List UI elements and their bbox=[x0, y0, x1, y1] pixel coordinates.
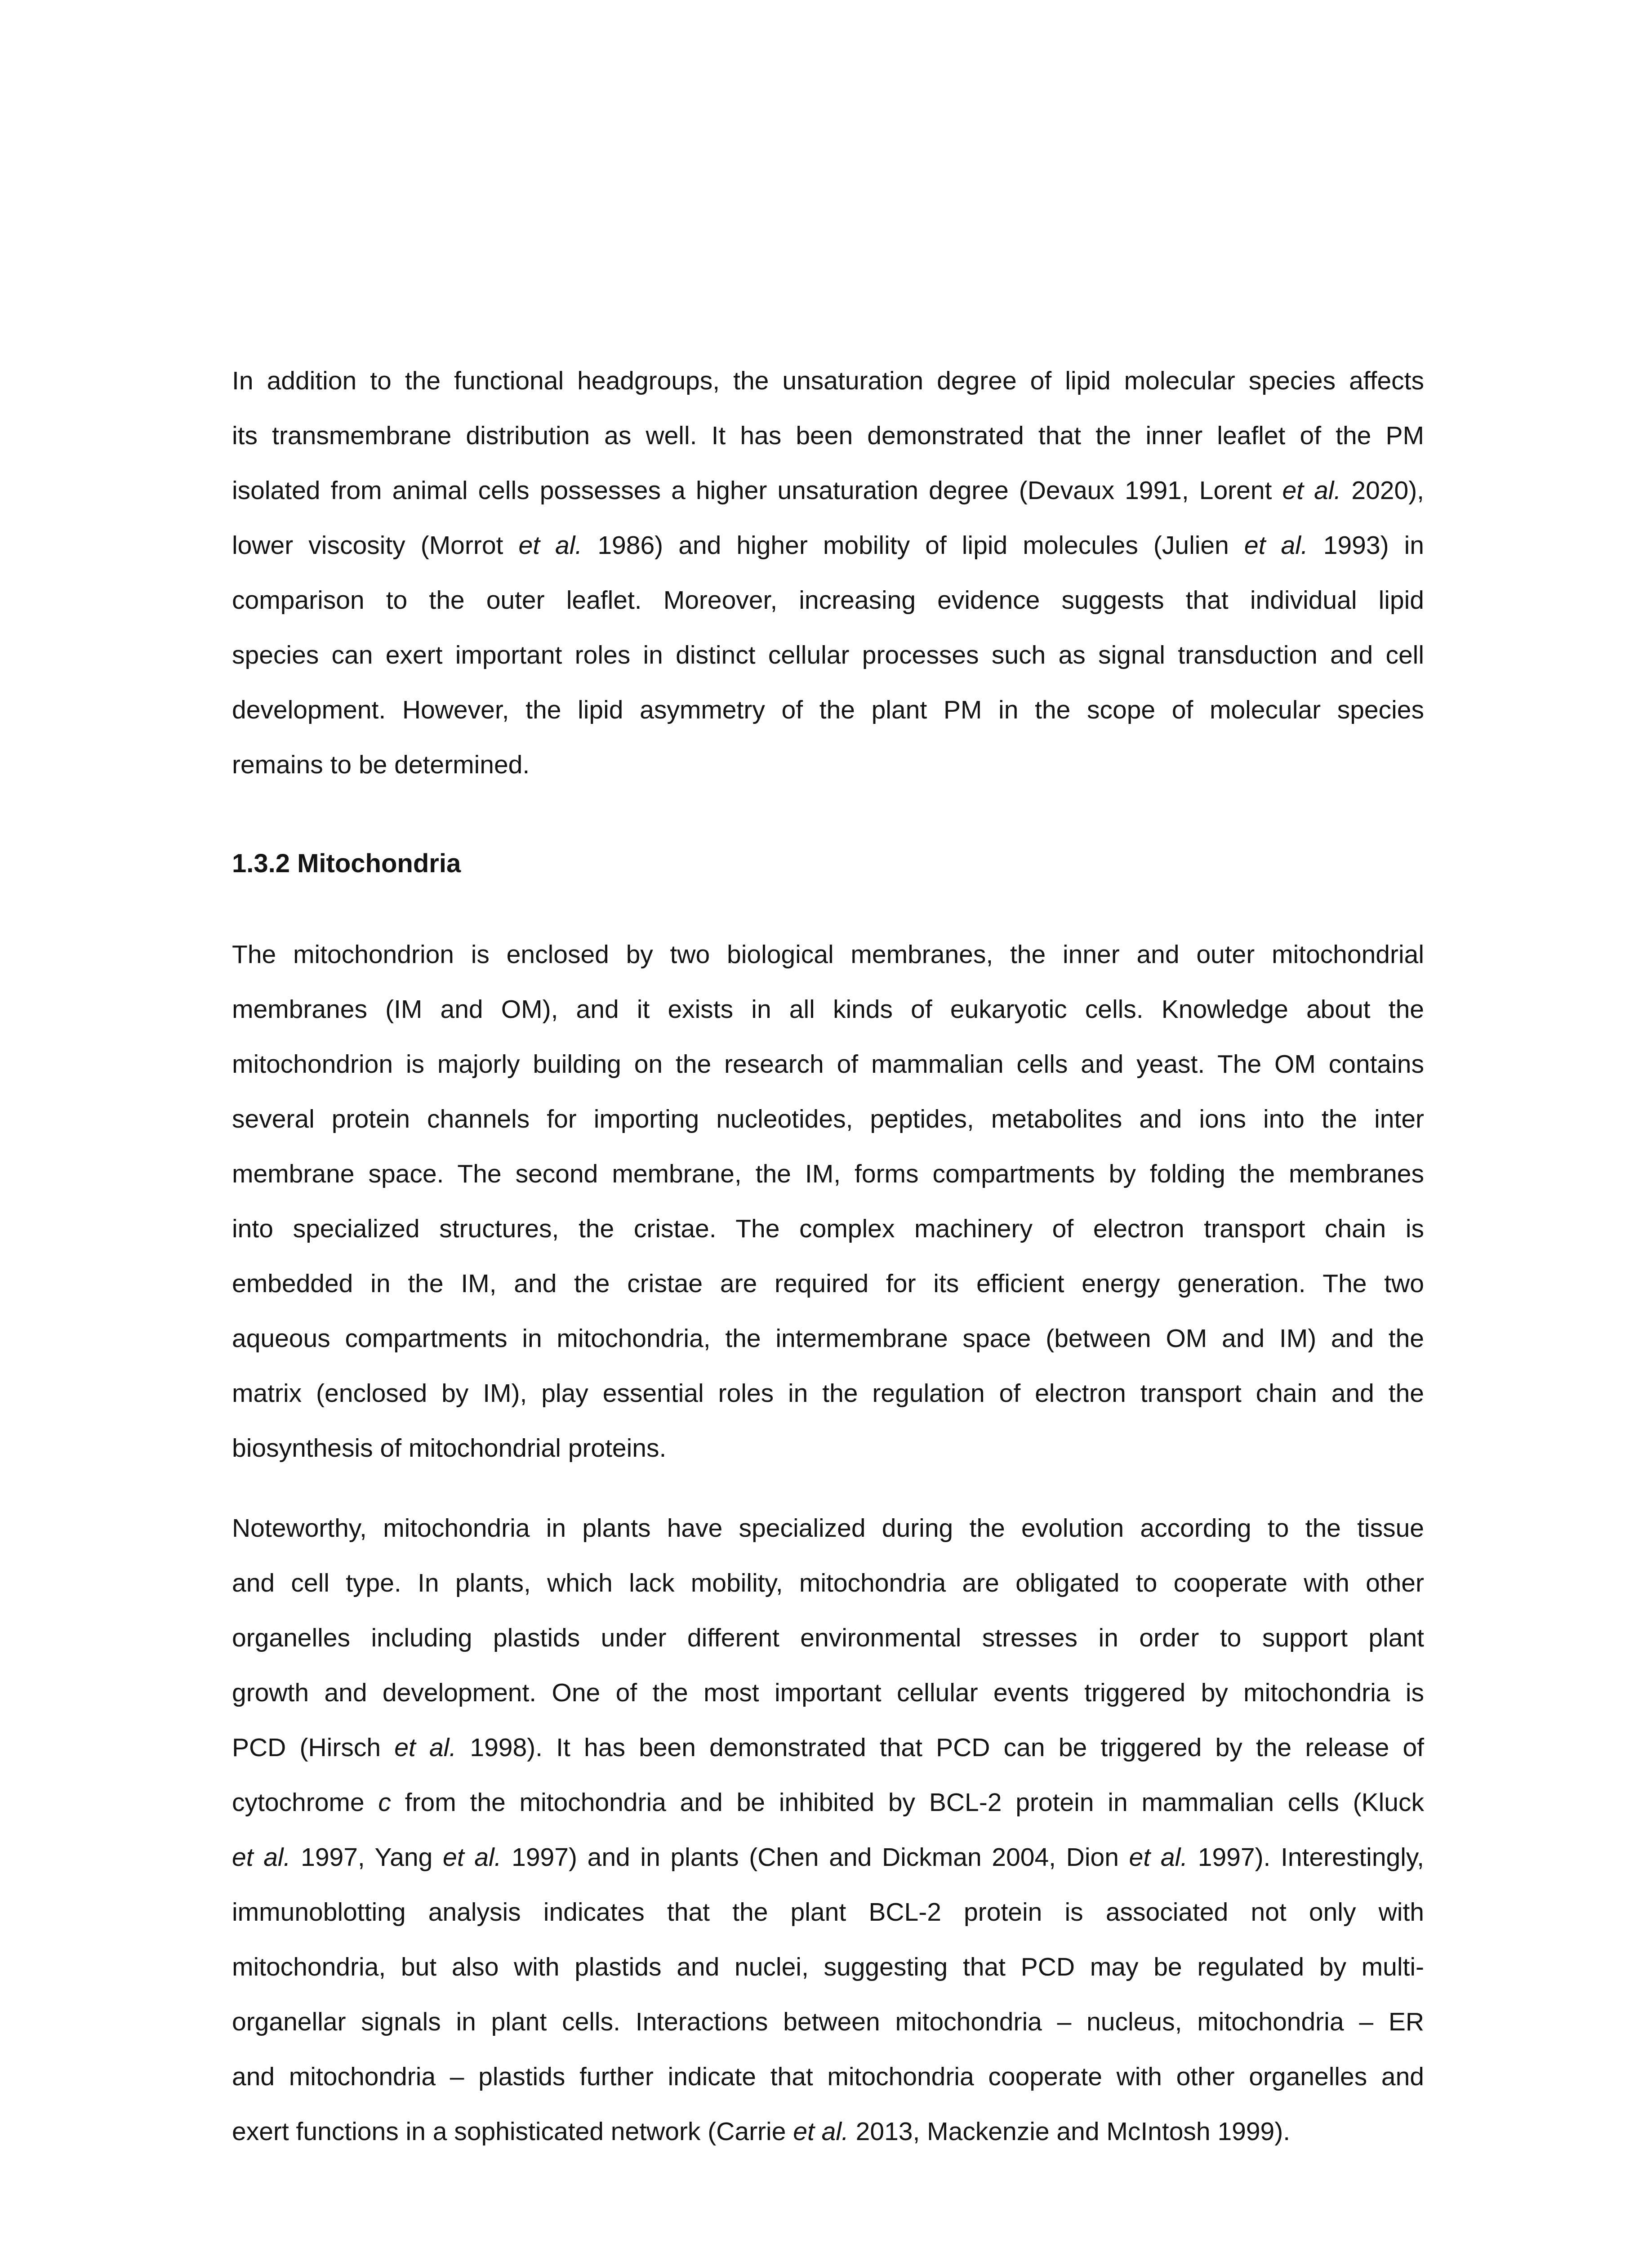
text-line bbox=[232, 353, 1424, 408]
text-segment: 1997). Interestingly, bbox=[1188, 1843, 1425, 1872]
text-segment: embedded in the IM, and the cristae are required for its efficient energy generation. The two bbox=[232, 1269, 1424, 1298]
text-segment: isolated from animal cells possesses a higher unsaturation degree (Devaux 1991, Lorent bbox=[232, 476, 1282, 505]
text-segment: The mitochondrion is enclosed by two biological membranes, the inner and outer mitochondrial bbox=[232, 940, 1424, 969]
text-segment: membranes (IM and OM), and it exists in all kinds of eukaryotic cells. Knowledge about the bbox=[232, 995, 1424, 1024]
text-segment: immunoblotting analysis indicates that the plant BCL-2 protein is associated not only with bbox=[232, 1898, 1424, 1927]
text-line bbox=[232, 1366, 1424, 1421]
text-line bbox=[232, 573, 1424, 628]
text-segment: and cell type. In plants, which lack mobility, mitochondria are obligated to cooperate with other bbox=[232, 1569, 1424, 1597]
text-segment: lower viscosity (Morrot bbox=[232, 531, 519, 560]
text-segment: In addition to the functional headgroups, the unsaturation degree of lipid molecular species affects bbox=[232, 366, 1424, 395]
text-line bbox=[232, 518, 1424, 573]
text-segment: species can exert important roles in distinct cellular processes such as signal transduction and cell bbox=[232, 641, 1424, 669]
text-line bbox=[232, 1940, 1424, 1994]
text-segment: biosynthesis of mitochondrial proteins. bbox=[232, 1434, 667, 1463]
text-line bbox=[232, 927, 1424, 982]
text-segment: several protein channels for importing nucleotides, peptides, metabolites and ions into the inter bbox=[232, 1105, 1424, 1133]
text-segment: 1997, Yang bbox=[290, 1843, 443, 1872]
text-line bbox=[232, 1994, 1424, 2049]
text-line bbox=[232, 737, 1424, 792]
text-line bbox=[232, 1201, 1424, 1256]
text-segment: into specialized structures, the cristae. The complex machinery of electron transport chain is bbox=[232, 1214, 1424, 1243]
text-line bbox=[232, 1885, 1424, 1940]
text-line bbox=[232, 1311, 1424, 1366]
text-segment: and mitochondria – plastids further indicate that mitochondria cooperate with other organelles and bbox=[232, 2062, 1424, 2091]
text-segment: PCD (Hirsch bbox=[232, 1733, 395, 1762]
section-heading: 1.3.2 Mitochondria bbox=[232, 849, 461, 878]
text-segment: its transmembrane distribution as well. It has been demonstrated that the inner leaflet of the PM bbox=[232, 421, 1424, 450]
italic-text: et al. bbox=[394, 1733, 457, 1762]
text-segment: 1993) in bbox=[1308, 531, 1424, 560]
text-line bbox=[232, 1092, 1424, 1146]
text-segment: 2013, Mackenzie and McIntosh 1999). bbox=[848, 2117, 1291, 2146]
paragraph-plant-mitochondria bbox=[232, 1501, 1424, 2159]
text-line bbox=[232, 1501, 1424, 1556]
text-segment: cytochrome bbox=[232, 1788, 378, 1817]
text-segment: matrix (enclosed by IM), play essential roles in the regulation of electron transport chain and the bbox=[232, 1379, 1424, 1408]
italic-text: et al. bbox=[793, 2117, 849, 2146]
text-segment: mitochondrion is majorly building on the research of mammalian cells and yeast. The OM contains bbox=[232, 1050, 1424, 1079]
italic-text: et al. bbox=[232, 1843, 291, 1872]
text-segment: organellar signals in plant cells. Interactions between mitochondria – nucleus, mitochondria – ER bbox=[232, 2007, 1424, 2036]
text-line bbox=[232, 1037, 1424, 1092]
paragraph-lipid-unsaturation bbox=[232, 353, 1424, 792]
text-line bbox=[232, 628, 1424, 682]
text-segment: 2020), bbox=[1341, 476, 1425, 505]
text-line bbox=[232, 982, 1424, 1037]
paragraph-mitochondrion-structure bbox=[232, 927, 1424, 1476]
italic-text: et al. bbox=[443, 1843, 502, 1872]
text-segment: mitochondria, but also with plastids and nuclei, suggesting that PCD may be regulated by multi- bbox=[232, 1953, 1424, 1981]
text-segment: aqueous compartments in mitochondria, the intermembrane space (between OM and IM) and the bbox=[232, 1324, 1424, 1353]
text-line bbox=[232, 1720, 1424, 1775]
text-line bbox=[232, 1421, 1424, 1476]
text-segment: membrane space. The second membrane, the IM, forms compartments by folding the membranes bbox=[232, 1160, 1424, 1188]
text-segment: 1998). It has been demonstrated that PCD can be triggered by the release of bbox=[456, 1733, 1424, 1762]
text-segment: Noteworthy, mitochondria in plants have specialized during the evolution according to the tissue bbox=[232, 1514, 1424, 1543]
italic-text: et al. bbox=[518, 531, 583, 560]
text-segment: 1997) and in plants (Chen and Dickman 2004, Dion bbox=[501, 1843, 1129, 1872]
italic-text: c bbox=[378, 1788, 391, 1817]
text-line bbox=[232, 1146, 1424, 1201]
text-segment: development. However, the lipid asymmetry of the plant PM in the scope of molecular species bbox=[232, 696, 1424, 724]
text-segment: comparison to the outer leaflet. Moreover, increasing evidence suggests that individual lipid bbox=[232, 586, 1424, 615]
text-line bbox=[232, 463, 1424, 518]
italic-text: et al. bbox=[1129, 1843, 1188, 1872]
text-line bbox=[232, 1665, 1424, 1720]
text-segment: exert functions in a sophisticated network (Carrie bbox=[232, 2117, 793, 2146]
text-line bbox=[232, 1556, 1424, 1610]
text-segment: growth and development. One of the most important cellular events triggered by mitochondria is bbox=[232, 1678, 1424, 1707]
text-line bbox=[232, 1256, 1424, 1311]
text-segment: organelles including plastids under different environmental stresses in order to support plant bbox=[232, 1624, 1424, 1652]
text-segment: remains to be determined. bbox=[232, 750, 530, 779]
text-segment: 1986) and higher mobility of lipid molecules (Julien bbox=[582, 531, 1244, 560]
text-line bbox=[232, 682, 1424, 737]
text-line bbox=[232, 1775, 1424, 1830]
text-line bbox=[232, 408, 1424, 463]
text-line bbox=[232, 1610, 1424, 1665]
text-line bbox=[232, 2049, 1424, 2104]
text-line bbox=[232, 2104, 1424, 2159]
text-line bbox=[232, 1830, 1424, 1885]
italic-text: et al. bbox=[1244, 531, 1308, 560]
italic-text: et al. bbox=[1282, 476, 1341, 505]
text-segment: from the mitochondria and be inhibited by BCL-2 protein in mammalian cells (Kluck bbox=[391, 1788, 1424, 1817]
